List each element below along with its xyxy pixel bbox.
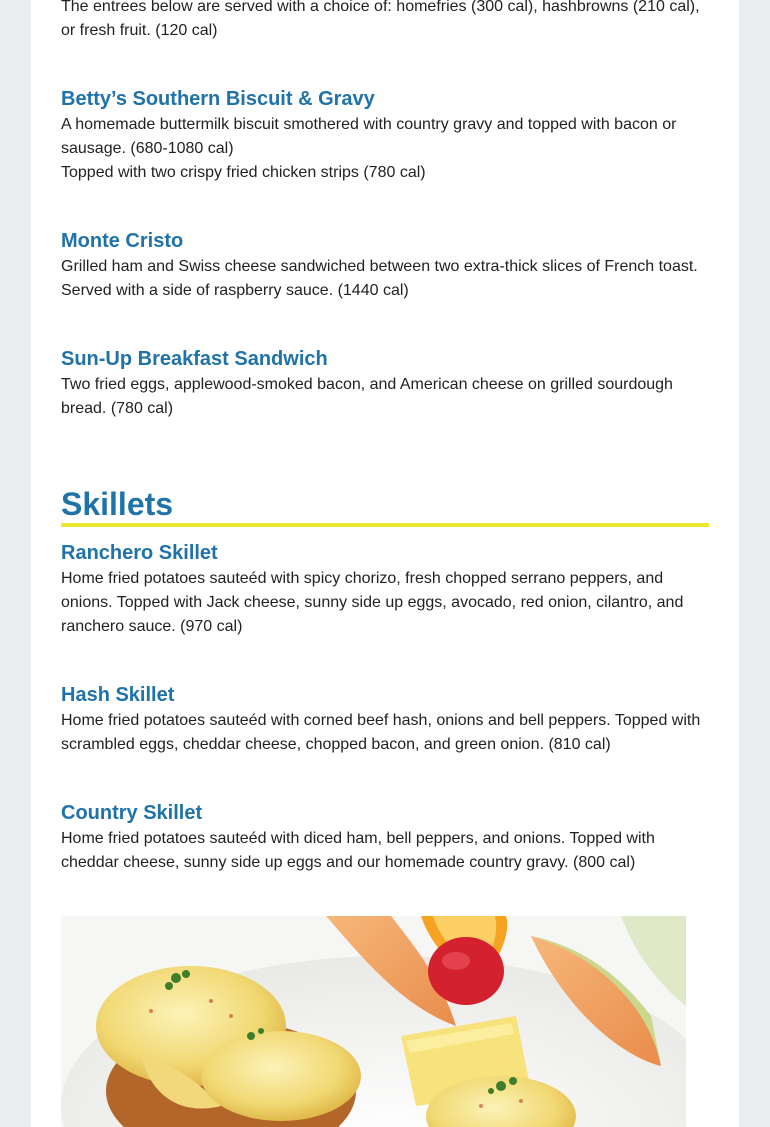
menu-item-title: Sun-Up Breakfast Sandwich [61,348,328,370]
food-photo [61,916,686,1127]
menu-item-description: Home fried potatoes sauteéd with spicy chorizo, fresh chopped serrano peppers, and onions. Topped with Jack cheese, sunny side up eggs, avocado, red onion, cilantro, and ranchero sauce. (970 cal) [61,570,684,635]
menu-item-country-skillet [61,801,711,875]
menu-item-description: Two fried eggs, applewood-smoked bacon, and American cheese on grilled sourdough bread. (780 cal) [61,376,673,417]
menu-item-breakfast-sandwich [61,347,711,421]
menu-item-addon: Topped with two crispy fried chicken strips (780 cal) [61,164,426,181]
menu-item-title: Hash Skillet [61,684,175,706]
menu-item-title: Betty’s Southern Biscuit & Gravy [61,88,375,110]
menu-item-monte-cristo [61,229,711,303]
menu-item-description: A homemade buttermilk biscuit smothered with country gravy and topped with bacon or sausage. (680-1080 cal) [61,116,677,157]
menu-item-biscuit-gravy [61,87,711,185]
menu-item-title: Ranchero Skillet [61,542,218,564]
menu-item-title: Country Skillet [61,802,203,824]
menu-item-description: Home fried potatoes sauteéd with corned beef hash, onions and bell peppers. Topped with scrambled eggs, cheddar cheese, chopped bacon, and green onion. (810 cal) [61,712,701,753]
menu-item-hash-skillet [61,683,711,757]
menu-card [31,0,739,1127]
menu-item-ranchero-skillet [61,541,711,639]
sides-intro: The entrees below are served with a choice of: homefries (300 cal), hashbrowns (210 cal), or fresh fruit. (120 cal) [61,0,700,39]
menu-item-description: Grilled ham and Swiss cheese sandwiched between two extra-thick slices of French toast. Served with a side of raspberry sauce. (1440 cal) [61,258,698,299]
menu-item-title: Monte Cristo [61,230,184,252]
menu-item-description: Home fried potatoes sauteéd with diced ham, bell peppers, and onions. Topped with cheddar cheese, sunny side up eggs and our homemade country gravy. (800 cal) [61,830,655,871]
section-heading-skillets: Skillets [61,485,709,527]
